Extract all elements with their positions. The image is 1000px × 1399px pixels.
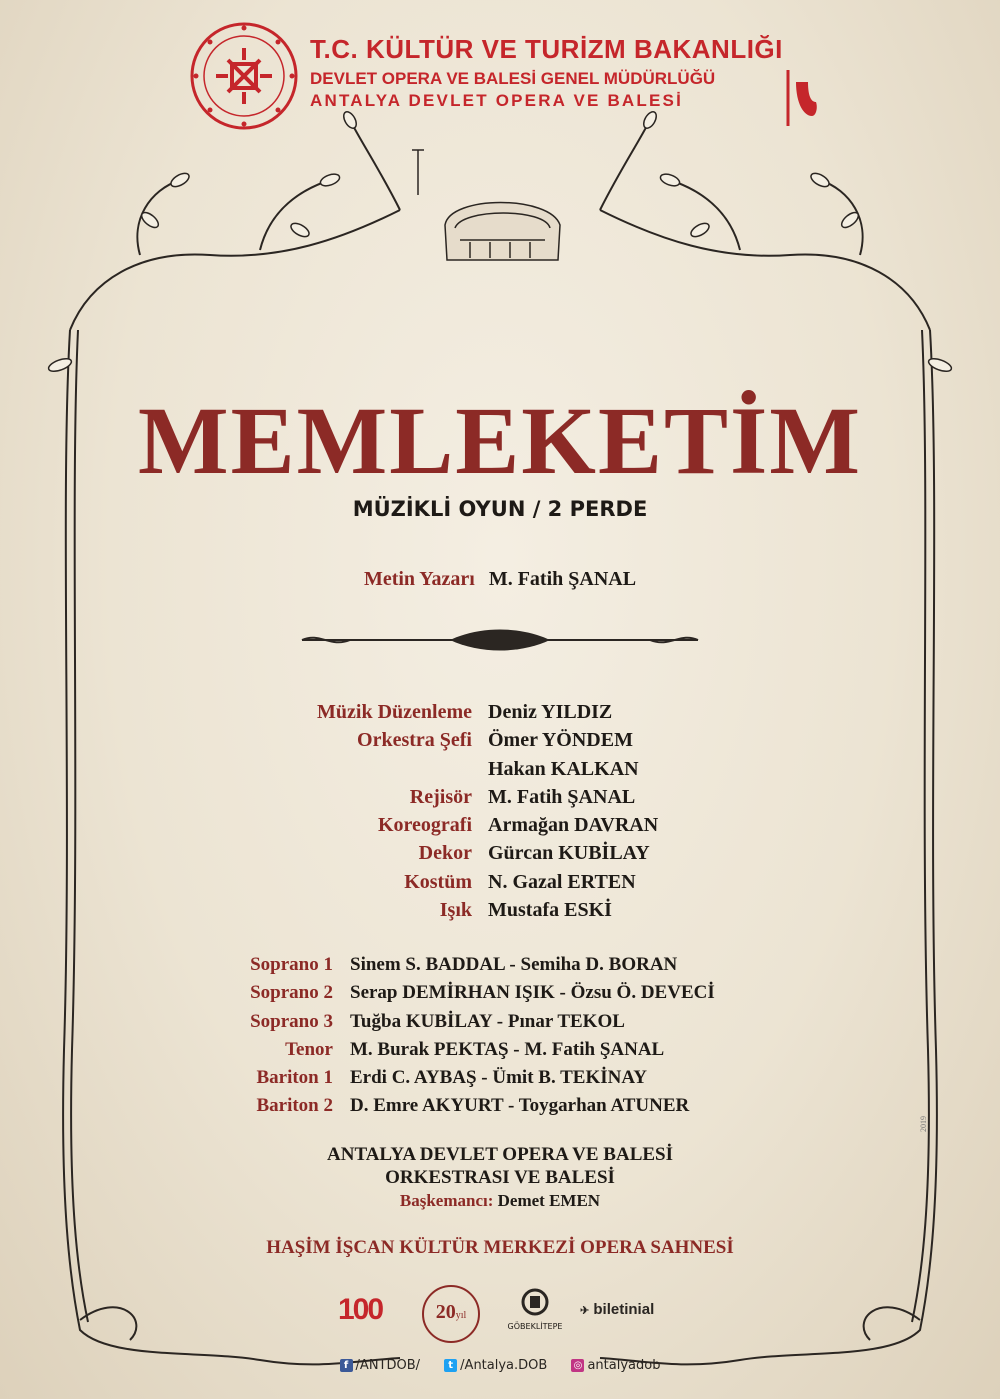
facebook-link[interactable]: [340, 1358, 420, 1373]
cast-row: [0, 1036, 1000, 1064]
credit-name: Ömer YÖNDEM: [488, 729, 633, 752]
credit-row: [0, 755, 1000, 783]
credit-name: Hakan KALKAN: [488, 757, 639, 780]
ticket-icon: ✈: [580, 1305, 590, 1317]
credit-name: M. Fatih ŞANAL: [488, 785, 636, 808]
concertmaster-name: Demet EMEN: [497, 1191, 601, 1210]
venue-name: HAŞİM İŞCAN KÜLTÜR MERKEZİ OPERA SAHNESİ: [266, 1237, 734, 1258]
credit-role: Kostüm: [404, 870, 472, 893]
instagram-icon: ◎: [571, 1359, 584, 1372]
ministry-seal-icon: [188, 20, 300, 132]
credit-row: [0, 698, 1000, 726]
credit-row: [0, 726, 1000, 754]
credit-row: [0, 811, 1000, 839]
cast-row: [0, 951, 1000, 979]
instagram-handle: antalyadob: [587, 1358, 661, 1373]
credit-role: Dekor: [418, 842, 472, 865]
credit-row: [0, 839, 1000, 867]
cast-role: Soprano 3: [250, 1010, 333, 1032]
gobeklitepe-logo: [500, 1287, 570, 1331]
amphitheatre-illustration: [412, 150, 560, 260]
gobeklitepe-label: GÖBEKLİTEPE: [507, 1322, 563, 1331]
credit-role: Koreografi: [377, 814, 472, 837]
author-name: M. Fatih ŞANAL: [488, 568, 637, 590]
author-line: [0, 568, 1000, 591]
ministry-name: T.C. KÜLTÜR VE TURİZM BAKANLIĞI: [310, 34, 783, 64]
cast-names: Sinem S. BADDAL - Semiha D. BORAN: [350, 954, 678, 975]
anniversary-unit: yıl: [455, 1310, 467, 1321]
cast-role: Soprano 1: [250, 954, 333, 975]
cast-role: Tenor: [285, 1038, 333, 1060]
credit-name: N. Gazal ERTEN: [488, 870, 636, 893]
twitter-icon: t: [444, 1359, 457, 1372]
cast-role: Bariton 1: [256, 1067, 333, 1089]
credits-list: [0, 698, 1000, 924]
credit-name: Armağan DAVRAN: [488, 814, 659, 837]
orchestra-block: [0, 1143, 1000, 1212]
author-role: Metin Yazarı: [363, 568, 475, 590]
centenary-logo: [338, 1293, 382, 1327]
cast-row: [0, 979, 1000, 1007]
header: [188, 20, 828, 140]
credit-role: Rejisör: [409, 785, 472, 808]
show-title: MEMLEKETİM: [137, 387, 862, 494]
orchestra-line-1: ANTALYA DEVLET OPERA VE BALESİ: [327, 1144, 673, 1165]
credit-role: Müzik Düzenleme: [317, 701, 472, 723]
biletinial-logo: [580, 1301, 654, 1318]
cast-names: D. Emre AKYURT - Toygarhan ATUNER: [350, 1095, 690, 1117]
cast-names: Serap DEMİRHAN IŞIK - Özsu Ö. DEVECİ: [350, 982, 715, 1004]
cast-names: Tuğba KUBİLAY - Pınar TEKOL: [350, 1010, 625, 1032]
social-links: [0, 1358, 1000, 1373]
ornamental-divider: [300, 626, 700, 654]
show-subtitle: MÜZİKLİ OYUN / 2 PERDE: [352, 497, 648, 521]
anniversary-number: 20: [435, 1301, 456, 1323]
sponsor-logos: [330, 1285, 670, 1345]
cast-row: [0, 1092, 1000, 1120]
directorate-name: DEVLET OPERA VE BALESİ GENEL MÜDÜRLÜĞÜ: [310, 69, 716, 88]
twitter-handle: /Antalya.DOB: [460, 1358, 548, 1373]
cast-names: Erdi C. AYBAŞ - Ümit B. TEKİNAY: [350, 1067, 648, 1089]
twitter-link[interactable]: [444, 1358, 547, 1373]
concertmaster-line: [0, 1189, 1000, 1212]
credit-row: [0, 868, 1000, 896]
credit-name: Gürcan KUBİLAY: [488, 842, 650, 865]
cast-row: [0, 1008, 1000, 1036]
credit-role: Orkestra Şefi: [357, 729, 472, 752]
instagram-link[interactable]: [571, 1358, 660, 1373]
anniversary-20-logo: [422, 1285, 480, 1343]
cast-list: [0, 951, 1000, 1121]
credit-row: [0, 783, 1000, 811]
cast-role: Soprano 2: [250, 982, 333, 1004]
gobeklitepe-icon: [520, 1287, 550, 1317]
cast-row: [0, 1064, 1000, 1092]
credit-row: [0, 896, 1000, 924]
concertmaster-label: Başkemancı:: [399, 1191, 494, 1210]
credit-role: Işık: [439, 899, 472, 922]
biletinial-label: biletinial: [593, 1301, 655, 1318]
credit-name: Deniz YILDIZ: [488, 701, 613, 723]
cast-role: Bariton 2: [256, 1095, 333, 1117]
centenary-number: 100: [338, 1293, 383, 1326]
facebook-handle: /ANTDOB/: [355, 1358, 421, 1373]
opera-mask-logo-icon: [786, 68, 822, 128]
orchestra-line-2: ORKESTRASI VE BALESİ: [385, 1167, 615, 1188]
facebook-icon: f: [340, 1359, 353, 1372]
institution-name: ANTALYA DEVLET OPERA VE BALESİ: [310, 91, 683, 110]
credit-name: Mustafa ESKİ: [488, 899, 612, 922]
year-label: 2019: [919, 1116, 928, 1132]
cast-names: M. Burak PEKTAŞ - M. Fatih ŞANAL: [350, 1038, 665, 1060]
